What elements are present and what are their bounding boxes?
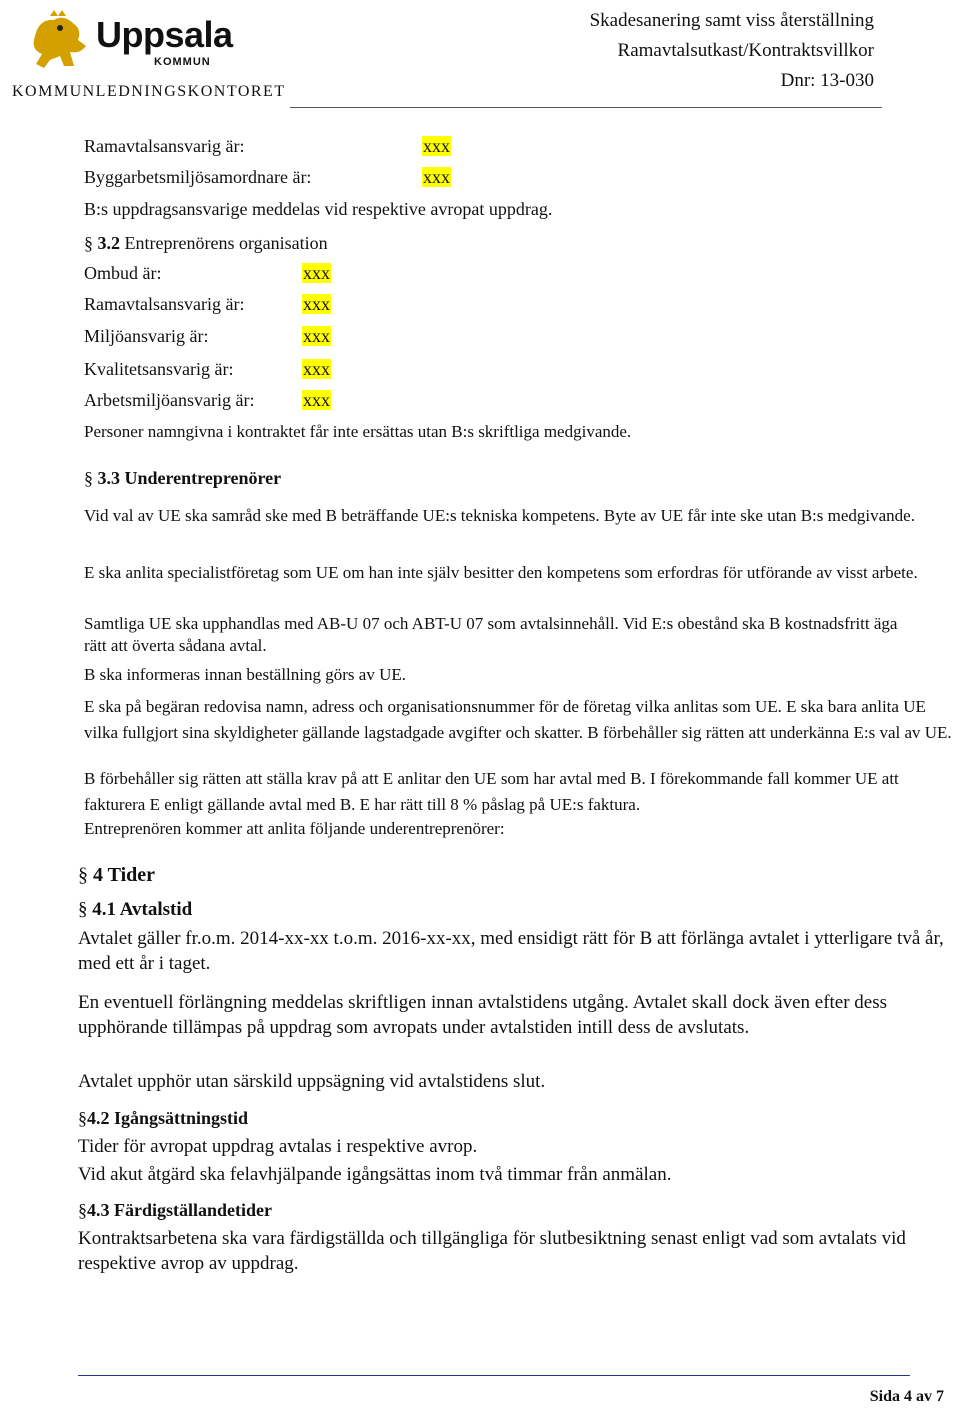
org-name: KOMMUNLEDNINGSKONTORET (12, 83, 286, 100)
arbetsmiljo-value: xxx (303, 390, 330, 410)
igangsattning-paragraph-1: Tider för avropat uppdrag avtalas i respektive avrop. (78, 1136, 478, 1157)
page-number: Sida 4 av 7 (869, 1388, 944, 1405)
doc-title: Skadesanering samt viss återställning (589, 10, 874, 31)
ue-paragraph-3: Samtliga UE ska upphandlas med AB-U 07 och ABT-U 07 som avtalsinnehåll. Vid E:s obestånd ska B kostnadsfritt äga rätt att överta sådana avtal. (84, 614, 898, 655)
header-rule (290, 107, 882, 108)
section-sign: § (78, 1200, 87, 1220)
section-sign: § (84, 233, 93, 253)
ombud-label: Ombud är: (84, 263, 162, 283)
ramavtal-e-value: xxx (303, 294, 330, 314)
section-4-3-heading: §4.3 Färdigställandetider (78, 1200, 272, 1220)
fardigstallande-paragraph: Kontraktsarbetena ska vara färdigställda och tillgängliga för slutbesiktning senast enligt vad som avtalats vid respektive avrop av uppdrag. (78, 1228, 906, 1274)
ue-paragraph-6: B förbehåller sig rätten att ställa krav på att E anlitar den UE som har avtal med B. I förekommande fall kommer UE att fakturera E enligt gällande avtal med B. E har rätt till 8 % påslag på UE:s faktura. (84, 769, 899, 814)
section-3-2-heading: § 3.2 Entreprenörens organisation (84, 233, 328, 253)
logo-sub: KOMMUN (154, 56, 211, 68)
miljo-value: xxx (303, 326, 330, 346)
bygg-value: xxx (423, 167, 450, 187)
igangsattning-paragraph-2: Vid akut åtgärd ska felavhjälpande igångsättas inom två timmar från anmälan. (78, 1164, 672, 1185)
section-sign: § (78, 1108, 87, 1128)
avtalstid-paragraph-3: Avtalet upphör utan särskild uppsägning vid avtalstidens slut. (78, 1071, 546, 1092)
personer-note: Personer namngivna i kontraktet får inte ersättas utan B:s skriftliga medgivande. (84, 422, 632, 441)
header-meta (590, 6, 874, 96)
ramavtal-label: Ramavtalsansvarig är: (84, 136, 245, 156)
section-sign: § (84, 468, 93, 488)
ue-paragraph-5: E ska på begäran redovisa namn, adress och organisationsnummer för de företag vilka anlitas som UE. E ska bara anlita UE vilka fullgjort sina skyldigheter gällande lagstadgade avgifter och skatter. B förbehåller sig rätten att underkänna E:s val av UE. (84, 697, 952, 742)
arbetsmiljo-label: Arbetsmiljöansvarig är: (84, 390, 255, 410)
section-4-2-heading: §4.2 Igångsättningstid (78, 1108, 249, 1128)
avtalstid-paragraph-2: En eventuell förlängning meddelas skriftligen innan avtalstidens utgång. Avtalet skall dock även efter dess upphörande tillämpas på uppdrag som avropats under avtalstiden intill dess de avslutats. (78, 992, 888, 1038)
section-sign: § (78, 864, 88, 886)
section-3-3-heading: § 3.3 Underentreprenörer (84, 468, 282, 488)
uppsala-logo (30, 10, 270, 72)
kvalitet-value: xxx (303, 359, 330, 379)
ue-paragraph-2: E ska anlita specialistföretag som UE om han inte själv besitter den kompetens som erfordras för utförande av visst arbete. (84, 563, 918, 582)
footer-rule (78, 1375, 910, 1376)
miljo-label: Miljöansvarig är: (84, 326, 209, 346)
kvalitet-label: Kvalitetsansvarig är: (84, 359, 234, 379)
uppdrag-note: B:s uppdragsansvarige meddelas vid respektive avropat uppdrag. (84, 199, 553, 219)
ue-paragraph-1: Vid val av UE ska samråd ske med B beträffande UE:s tekniska kompetens. Byte av UE får inte ske utan B:s medgivande. (84, 506, 915, 525)
section-4-heading: § 4 Tider (78, 864, 156, 886)
ue-paragraph-7: Entreprenören kommer att anlita följande underentreprenörer: (84, 819, 505, 838)
ramavtal-value: xxx (423, 136, 450, 156)
ramavtal-e-label: Ramavtalsansvarig är: (84, 294, 245, 314)
section-sign: § (78, 899, 88, 920)
avtalstid-paragraph-1: Avtalet gäller fr.o.m. 2014-xx-xx t.o.m. 2016-xx-xx, med ensidigt rätt för B att förlänga avtalet i ytterligare två år, med ett år i taget. (78, 928, 944, 974)
bygg-label: Byggarbetsmiljösamordnare är: (84, 167, 312, 187)
ombud-value: xxx (303, 263, 330, 283)
ue-paragraph-4: B ska informeras innan beställning görs av UE. (84, 665, 406, 684)
section-4-1-heading: § 4.1 Avtalstid (78, 899, 193, 920)
logo-word: Uppsala (96, 14, 233, 55)
dnr: Dnr: 13-030 (780, 70, 874, 91)
doc-subtitle: Ramavtalsutkast/Kontraktsvillkor (617, 40, 874, 61)
